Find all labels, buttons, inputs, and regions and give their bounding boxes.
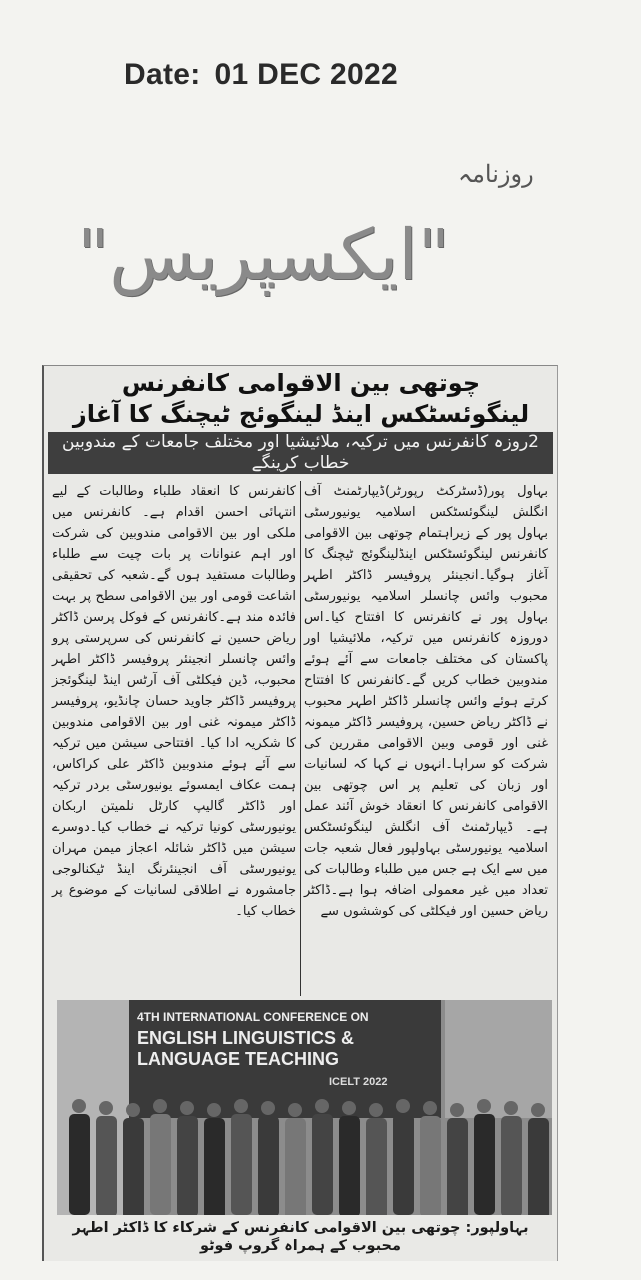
headline: چوتھی بین الاقوامی کانفرنس لینگوئسٹکس اینڈ لینگوئج ٹیچنگ کا آغاز	[72, 369, 530, 428]
person-figure	[258, 1101, 279, 1215]
article-line: پروفیسر ڈاکٹر جاوید حسان چانڈیو، پروفیسر ڈاکٹر	[52, 694, 296, 730]
news-clipping	[42, 365, 558, 1261]
article-line: میمونہ غنی اور بین الاقوامی مندوبین کا شکریہ ادا	[52, 715, 296, 751]
masthead-prefix: روزنامہ	[458, 160, 534, 188]
group-of-people	[57, 1096, 552, 1215]
person-figure	[393, 1099, 414, 1215]
column-divider	[300, 481, 301, 996]
article-column-left	[52, 481, 296, 922]
article-line: کا افتتاح کرتے ہوئے وائس چانسلر ڈاکٹر اطہر محبوب	[304, 673, 548, 709]
person-figure	[69, 1099, 90, 1215]
article-line: اشاعت قومی اور بین الاقوامی سطح پر بہت فائدہ مند	[52, 589, 296, 625]
article-line: ہے۔کانفرنس کے فوکل پرسن ڈاکٹر ریاض حسین نے	[52, 610, 296, 646]
article-line: قومی وبین الاقوامی مقررین کی شرکت کو سراہا۔انہوں	[304, 736, 549, 772]
article-line: نے ڈاکٹر ریاض حسین، پروفیسر ڈاکٹر میمونہ غنی اور	[304, 715, 548, 751]
person-figure	[96, 1101, 117, 1215]
banner-line2: ENGLISH LINGUISTICS & LANGUAGE TEACHING	[137, 1028, 355, 1069]
article-line: کیا۔دوسرے سیشن میں ڈاکٹر شائلہ اعجاز میمن مہران	[52, 820, 296, 856]
article-line: اطلاقی لسانیات کے موضوع پر خطاب کیا۔	[52, 883, 296, 919]
article-line: بہاولپور فعال شعبہ جات میں سے ایک ہے جس میں	[304, 841, 548, 877]
article-line: نے کہا کہ لسانیات اور زبان کی تعلیم پر اس چوتھی بین	[304, 757, 548, 793]
group-photo	[57, 1000, 552, 1215]
article-line: ہے۔ڈاکٹر ریاض حسین اور فیکلٹی کی کوششوں سے	[304, 883, 548, 919]
photo-caption: بہاولپور: چوتھی بین الاقوامی کانفرنس کے شرکاء کا ڈاکٹر اطہر محبوب کے ہمراہ گروپ فوٹو	[72, 1220, 529, 1254]
article-line: آئے ہوئے مندوبین خطاب کریں گے۔کانفرنس	[304, 652, 548, 688]
date-label: Date:	[124, 58, 201, 91]
article-line: مندوبین ڈاکٹر علی کراکاس، ہمت عکاف	[52, 757, 296, 793]
article-line: یونیورسٹی آف انجینئرنگ اینڈ ٹیکنالوجی جامشورہ نے	[52, 862, 296, 898]
person-figure	[231, 1099, 252, 1215]
masthead-logo: "ایکسپریس"	[77, 214, 450, 296]
banner-edition: ICELT 2022	[329, 1076, 388, 1088]
person-figure	[528, 1103, 549, 1215]
article-line: مندوبین کی شرکت اور اہم عنوانات پر بات چیت	[52, 526, 296, 562]
article-line: کیا۔ افتتاحی سیشن میں ترکیہ سے آئے ہوئے	[52, 736, 296, 772]
person-figure	[447, 1103, 468, 1215]
article-line: کانفرنس کا انعقاد طلباء وطالبات کے لیے انتہائی احسن	[52, 484, 296, 520]
article-line: اینڈلینگوئج ٹیچنگ کا آغاز ہوگیا۔انجینئر پروفیسر ڈاکٹر	[304, 547, 548, 583]
subheadline: 2روزہ کانفرنس میں ترکیہ، ملائیشیا اور مختلف جامعات کے مندوبین خطاب کرینگے	[48, 432, 553, 474]
article-line: سے طلباء وطالبات مستفید ہوں گے۔شعبہ کی تحقیقی	[52, 547, 296, 583]
article-line: کے زیراہتمام چوتھی بین الاقوامی کانفرنس لینگوئسٹکس	[304, 526, 549, 562]
clipping-date	[124, 58, 398, 92]
article-line: اقدام ہے۔ کانفرنس میں ملکی اور بین الاقوامی	[52, 505, 296, 541]
person-figure	[312, 1099, 333, 1215]
person-figure	[150, 1099, 171, 1215]
person-figure	[123, 1103, 144, 1215]
article-line: طلباء وطالبات کی تعداد میں غیر معمولی اضافہ ہوا	[304, 862, 548, 898]
article-line: اطہر محبوب، ڈین فیکلٹی آف آرٹس اینڈ لینگوئجز	[52, 652, 296, 688]
person-figure	[285, 1103, 306, 1215]
article-line: نے کانفرنس کا افتتاح کیا۔اس دوروزہ کانفرنس میں	[304, 610, 549, 646]
person-figure	[501, 1101, 522, 1215]
article-line: نلمیتن اربکان یونیورسٹی کونیا ترکیہ نے خطاب	[52, 799, 296, 835]
person-figure	[177, 1101, 198, 1215]
article-line: آف انگلش لینگوئسٹکس اسلامیہ یونیورسٹی بہاول پور	[304, 484, 548, 541]
article-line: الاقوامی کانفرنس کا انعقاد خوش آئند عمل ہے۔	[304, 799, 548, 835]
person-figure	[366, 1103, 387, 1215]
person-figure	[339, 1101, 360, 1215]
date-value: 01 DEC 2022	[214, 58, 398, 91]
article-line: ڈیپارٹمنٹ آف انگلش لینگوئسٹکس اسلامیہ یونیورسٹی	[304, 820, 548, 856]
article-column-right	[304, 481, 548, 922]
person-figure	[420, 1101, 441, 1215]
person-figure	[204, 1103, 225, 1215]
banner-line1: 4TH INTERNATIONAL CONFERENCE ON	[137, 1010, 369, 1024]
person-figure	[474, 1099, 495, 1215]
article-line: ایمسوئے یونیورسٹی بردر ترکیہ اور ڈاکٹر گالیپ کارٹل	[52, 778, 296, 814]
article-line: اطہر محبوب وائس چانسلر اسلامیہ یونیورسٹی بہاول پور	[304, 568, 548, 625]
article-line: کانفرنس کی سرپرستی پرو وائس چانسلر انجینئر پروفیسر ڈاکٹر	[52, 631, 296, 667]
article-line: بہاول پور(ڈسٹرکٹ رپورٹر)ڈیپارٹمنٹ	[333, 484, 548, 499]
article-line: ترکیہ، ملائیشیا اور پاکستان کی مختلف جامعات سے	[304, 631, 548, 667]
